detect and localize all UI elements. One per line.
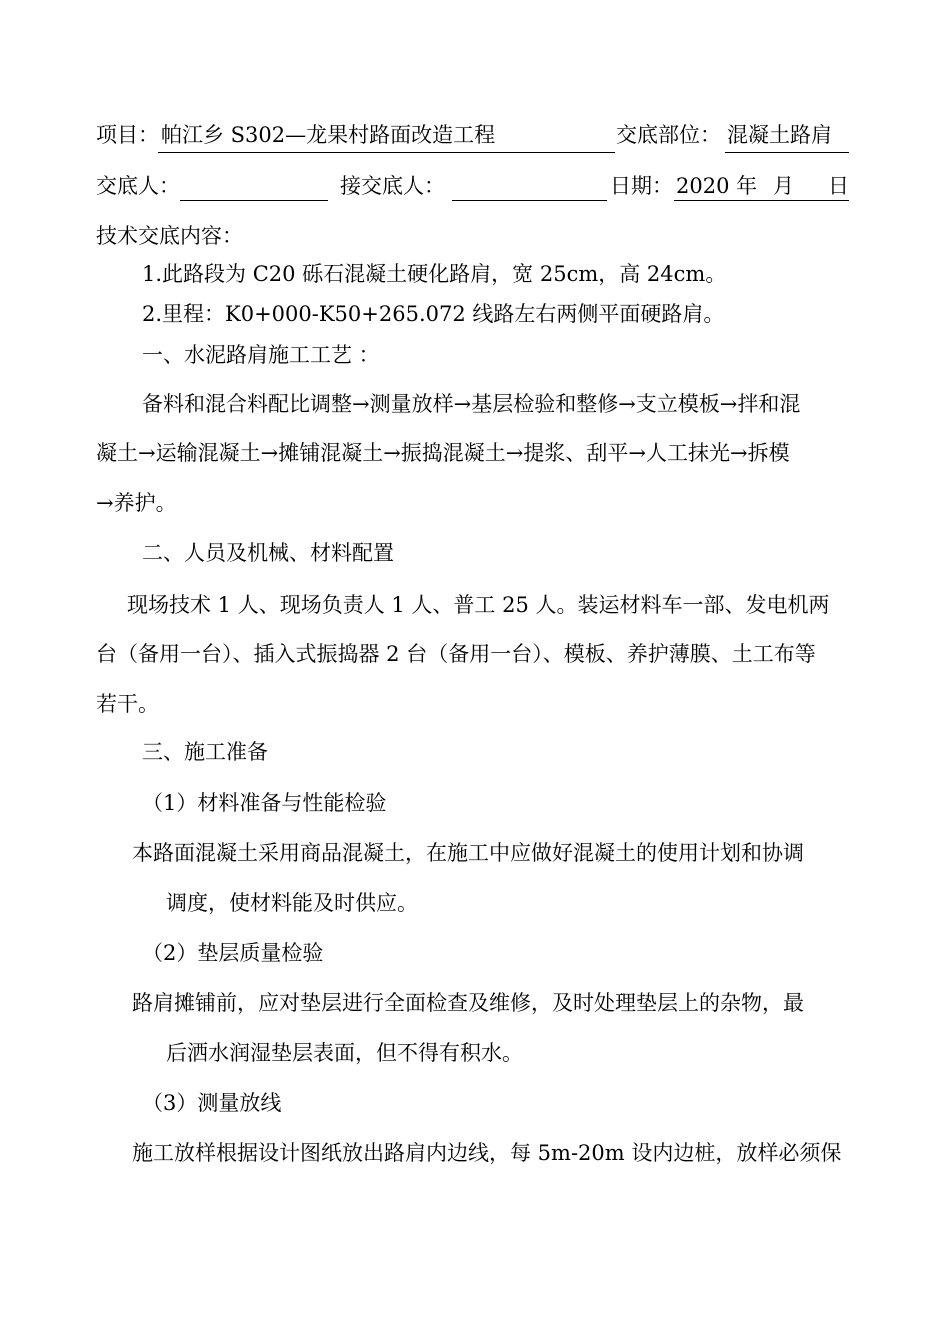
receiver-label: 接交底人： (340, 174, 445, 198)
item-1: 1.此路段为 C20 砾石混凝土硬化路肩，宽 25cm，高 24cm。 (142, 262, 727, 286)
section-1-line-3: →养护。 (96, 491, 177, 515)
date-underline (674, 200, 849, 201)
subsection-1-title: （1）材料准备与性能检验 (142, 791, 387, 815)
position-value: 混凝土路肩 (727, 123, 832, 147)
project-value: 帕江乡 S302—龙果村路面改造工程 (161, 123, 496, 147)
position-label: 交底部位： (616, 123, 721, 147)
project-underline (158, 152, 615, 153)
section-2-title: 二、人员及机械、材料配置 (142, 541, 394, 565)
content-label: 技术交底内容： (96, 224, 243, 248)
section-2-line-2: 台（备用一台）、插入式振捣器 2 台（备用一台）、模板、养护薄膜、土工布等 (96, 642, 816, 666)
section-1-line-2: 凝土→运输混凝土→摊铺混凝土→振捣混凝土→提浆、刮平→人工抹光→拆模 (96, 441, 790, 465)
date-day: 日 (828, 174, 849, 198)
date-month: 月 (773, 174, 794, 198)
position-underline (725, 152, 849, 153)
presenter-label: 交底人： (96, 174, 180, 198)
section-2-line-3: 若干。 (96, 692, 159, 716)
presenter-field[interactable] (180, 200, 328, 201)
subsection-1-line-2: 调度，使材料能及时供应。 (166, 891, 418, 915)
subsection-3-line-1: 施工放样根据设计图纸放出路肩内边线，每 5m-20m 设内边桩，放样必须保 (132, 1141, 842, 1165)
section-3-title: 三、施工准备 (142, 740, 268, 764)
receiver-field[interactable] (452, 200, 607, 201)
section-1-line-1: 备料和混合料配比调整→测量放样→基层检验和整修→支立模板→拌和混 (142, 392, 801, 416)
subsection-2-line-1: 路肩摊铺前，应对垫层进行全面检查及维修，及时处理垫层上的杂物，最 (132, 991, 804, 1015)
subsection-2-line-2: 后洒水润湿垫层表面，但不得有积水。 (166, 1041, 523, 1065)
subsection-2-title: （2）垫层质量检验 (142, 941, 324, 965)
subsection-3-title: （3）测量放线 (142, 1091, 282, 1115)
project-label: 项目： (96, 123, 159, 147)
date-year: 2020 年 (676, 174, 758, 198)
subsection-1-line-1: 本路面混凝土采用商品混凝土，在施工中应做好混凝土的使用计划和协调 (132, 841, 804, 865)
item-2: 2.里程：K0+000-K50+265.072 线路左右两侧平面硬路肩。 (142, 302, 725, 326)
date-label: 日期： (610, 174, 673, 198)
section-1-title: 一、水泥路肩施工工艺 ： (142, 343, 380, 367)
section-2-line-1: 现场技术 1 人、现场负责人 1 人、普工 25 人。装运材料车一部、发电机两 (127, 593, 830, 617)
